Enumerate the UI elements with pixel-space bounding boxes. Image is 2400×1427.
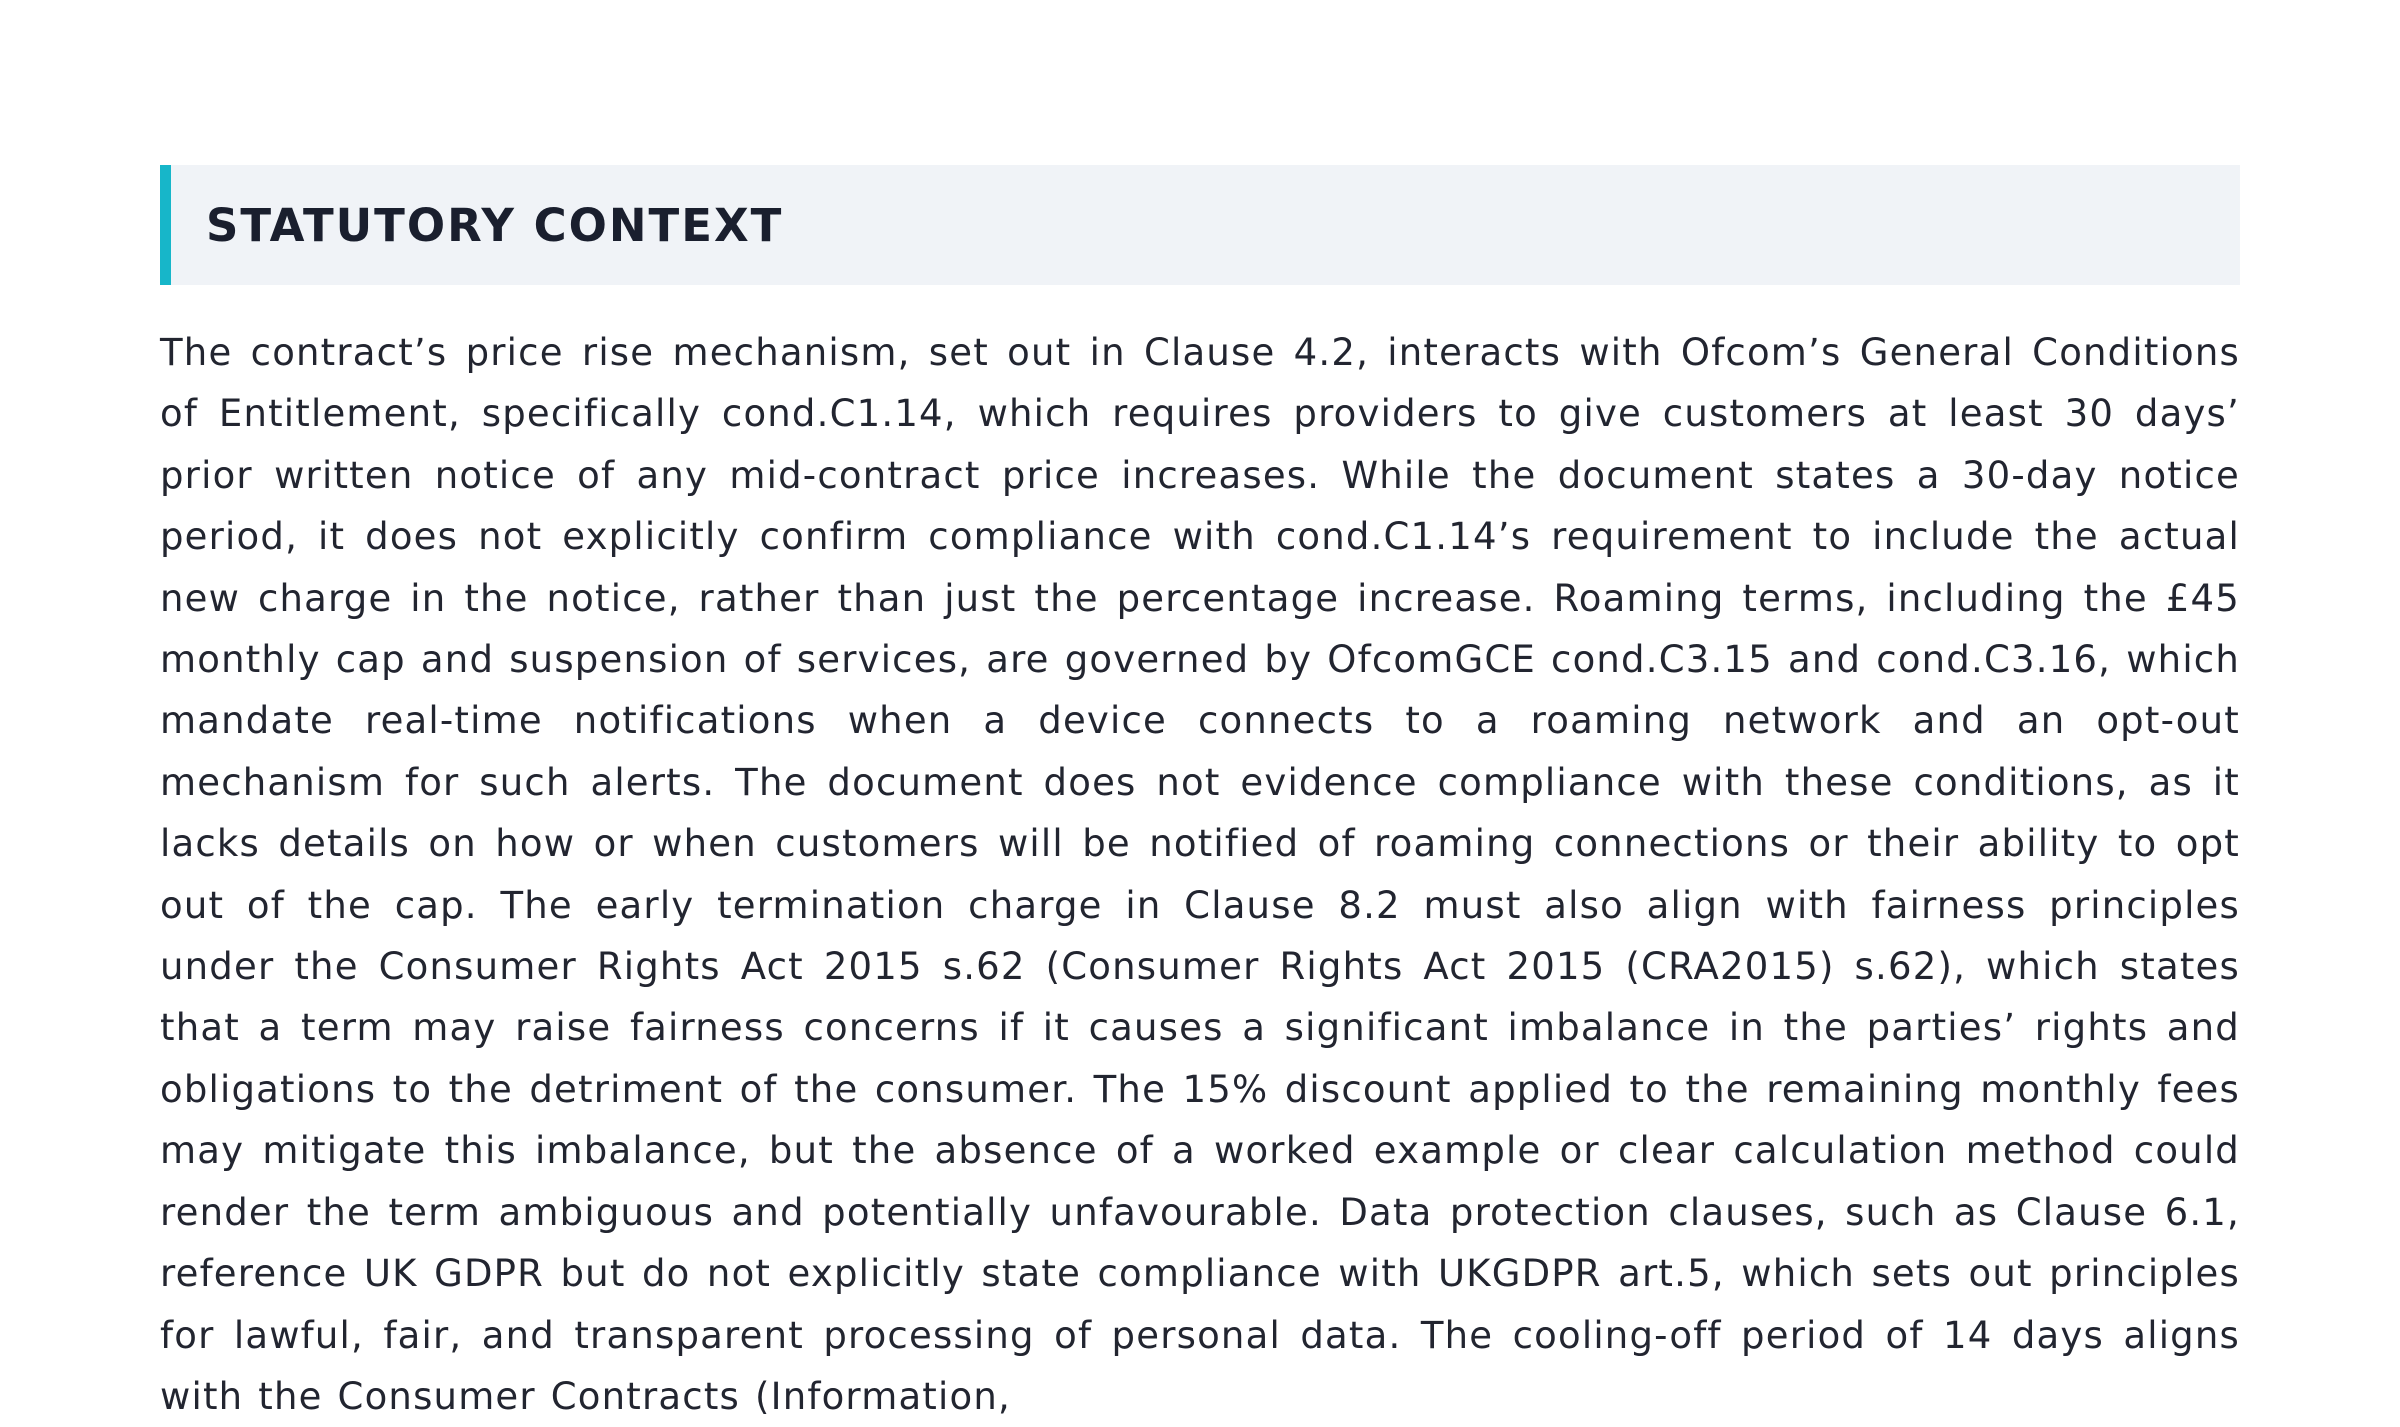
section-header: [160, 165, 2240, 285]
body-paragraph: The contract’s price rise mechanism, set out in Clause 4.2, interacts with Ofcom’s General Conditions of Entitlement, specifically cond.C1.14, which requires providers to give customers at least 30 days’ prior written notice of any mid-contract price increases. While the document states a 30-day notice period, it does not explicitly confirm compliance with cond.C1.14’s requirement to include the actual new charge in the notice, rather than just the percentage increase. Roaming terms, including the £45 monthly cap and suspension of services, are governed by OfcomGCE cond.C3.15 and cond.C3.16, which mandate real-time notifications when a device connects to a roaming network and an opt-out mechanism for such alerts. The document does not evidence compliance with these conditions, as it lacks details on how or when customers will be notified of roaming connections or their ability to opt out of the cap. The early termination charge in Clause 8.2 must also align with fairness principles under the Consumer Rights Act 2015 s.62 (Consumer Rights Act 2015 (CRA2015) s.62), which states that a term may raise fairness concerns if it causes a significant imbalance in the parties’ rights and obligations to the detriment of the consumer. The 15% discount applied to the remaining monthly fees may mitigate this imbalance, but the absence of a worked example or clear calculation method could render the term ambiguous and potentially unfavourable. Data protection clauses, such as Clause 6.1, reference UK GDPR but do not explicitly state compliance with UKGDPR art.5, which sets out principles for lawful, fair, and transparent processing of personal data. The cooling-off period of 14 days aligns with the Consumer Contracts (Information,: [160, 331, 2240, 1418]
section-title: STATUTORY CONTEXT: [206, 198, 784, 252]
